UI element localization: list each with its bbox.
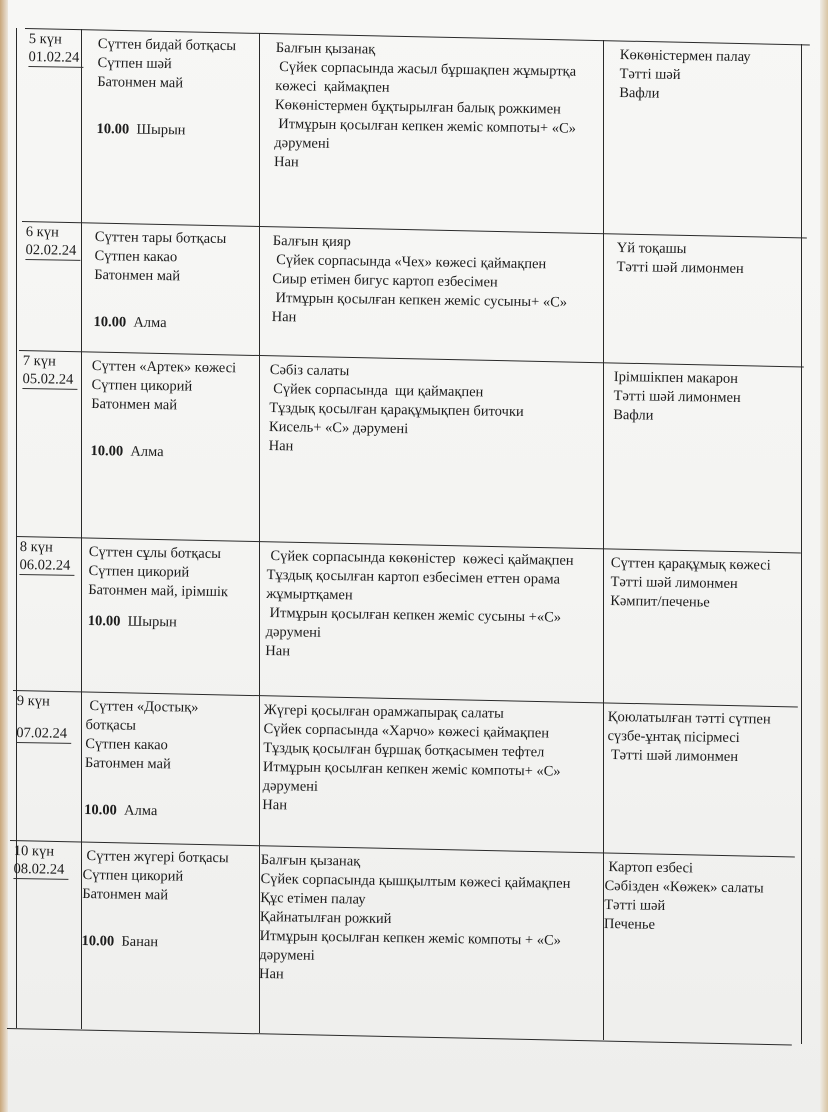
menu-item: Көкөністермен палау (619, 47, 751, 66)
day-number: 6 күн (25, 223, 59, 241)
menu-item: Батонмен май (84, 755, 171, 773)
menu-item: Сүйек сорпасында «Харчо» көжесі қаймақпен (263, 721, 550, 742)
day-cell (14, 842, 69, 880)
menu-item: дәрумені (259, 947, 316, 964)
menu-item: Тәтті шәй лимонмен (610, 574, 738, 593)
day-number: 10 күн (14, 842, 55, 860)
day-cell (23, 352, 78, 390)
day-date: 07.02.24 (16, 724, 71, 744)
menu-item: Вафли (619, 85, 660, 102)
menu-item: Батонмен май (93, 267, 180, 285)
menu-item: Сүттен «Артек» көжесі (91, 358, 237, 377)
breakfast-cell (91, 357, 237, 463)
mid-morning-snack (93, 313, 225, 334)
breakfast-cell (84, 697, 199, 822)
menu-item: Картоп езбесі (605, 859, 694, 877)
menu-item: Тәтті шәй лимонмен (615, 259, 744, 278)
menu-item: Нан (273, 154, 299, 171)
menu-item: жұмыртқамен (265, 586, 353, 604)
table-bottom-border (7, 1028, 792, 1045)
snack-time: 10.00 (84, 802, 118, 819)
snack-time: 10.00 (87, 613, 121, 630)
menu-item: көжесі қаймақпен (275, 78, 390, 96)
spacer (82, 904, 228, 934)
lunch-cell (271, 232, 568, 332)
menu-item: Сүтпен цикорий (91, 377, 193, 395)
afternoon-snack-cell (619, 46, 751, 105)
menu-item: Нан (271, 309, 296, 326)
menu-item: Тәтті шәй лимонмен (613, 388, 742, 407)
day-cell (28, 30, 83, 68)
menu-item: Сиыр етімен бигус картоп езбесімен (271, 271, 498, 291)
spacer (91, 414, 236, 444)
mid-morning-snack (82, 932, 228, 953)
menu-item: Жүгері қосылған орамжапырақ салаты (263, 702, 505, 722)
snack-name: Алма (125, 314, 167, 332)
menu-item: Сүтпен какао (93, 248, 177, 266)
menu-item: Балғын қияр (272, 233, 351, 251)
snack-time: 10.00 (90, 443, 124, 460)
menu-item: Батонмен май (91, 396, 178, 414)
menu-item: Нан (265, 643, 291, 660)
day-number: 9 күн (16, 692, 50, 710)
menu-item: Сүтпен цикорий (82, 867, 184, 885)
mid-morning-snack (91, 442, 236, 463)
menu-item: Сүттен қарақұмық көжесі (610, 555, 771, 574)
day-number: 5 күн (28, 30, 62, 48)
afternoon-snack-cell (616, 239, 744, 279)
menu-item: Көкөністермен бұқтырылған балық рожкимен (274, 97, 561, 118)
day-date: 05.02.24 (23, 370, 78, 390)
day-number: 8 күн (19, 538, 53, 556)
snack-time: 10.00 (92, 314, 126, 331)
menu-item: Сүтпен шәй (97, 55, 172, 73)
afternoon-snack-cell (607, 708, 771, 768)
menu-item: Сүйек сорпасында көкөністер көжесі қаймақпен (266, 548, 574, 569)
menu-item: Тәтті шәй (604, 897, 666, 915)
menu-item: Сүтпен цикорий (88, 563, 190, 581)
menu-item: Батонмен май (97, 74, 184, 92)
menu-item: Құс етімен палау (260, 890, 367, 908)
menu-item: дәрумені (274, 135, 330, 152)
menu-item: Тәтті шәй (619, 66, 681, 84)
spacer (84, 773, 197, 803)
menu-item: Сәбізден «Көжек» салаты (604, 878, 765, 897)
snack-name: Шырын (129, 121, 186, 139)
afternoon-snack-cell (613, 368, 741, 427)
menu-item: Сүттен сұлы ботқасы (88, 544, 221, 563)
menu-item: Ірімшікпен макарон (613, 369, 739, 388)
menu-item: Тұздық қосылған қарақұмықпен биточки (269, 400, 525, 421)
menu-item: Сәбіз салаты (269, 362, 350, 380)
snack-time: 10.00 (81, 933, 115, 950)
menu-item: Сүйек сорпасында щи қаймақпен (269, 381, 484, 401)
spacer (93, 285, 225, 315)
menu-item: Сүйек сорпасында жасыл бұршақпен жұмыртқа (275, 59, 577, 80)
menu-item: Сүттен бидай ботқасы (97, 36, 237, 55)
menu-item: Қайнатылған рожкий (260, 909, 392, 928)
afternoon-snack-cell (604, 858, 764, 936)
snack-time: 10.00 (96, 121, 130, 138)
menu-item: Тұздық қосылған картоп езбесімен еттен орама (266, 567, 560, 588)
menu-item: Итмұрын қосылған кепкен жеміс компоты + «С» (259, 928, 562, 949)
menu-item: Сүттен жүгері ботқасы (83, 848, 230, 867)
lunch-cell (265, 547, 574, 666)
menu-item: ботқасы (85, 717, 137, 735)
menu-item: Вафли (613, 407, 654, 424)
menu-item: Итмұрын қосылған кепкен жеміс компоты+ «С» (262, 759, 561, 780)
snack-name: Шырын (120, 613, 177, 631)
lunch-cell (274, 39, 577, 177)
snack-name: Банан (114, 933, 159, 951)
menu-item: Кәмпит/печенье (609, 593, 710, 611)
menu-item: Итмұрын қосылған кепкен жеміс компоты+ «С» (274, 116, 577, 137)
menu-item: Сүттен «Достық» (85, 698, 199, 717)
menu-item: Батонмен май, ірімшік (87, 582, 229, 601)
menu-item: Нан (268, 438, 294, 455)
afternoon-snack-cell (610, 554, 771, 614)
menu-item: Нан (262, 797, 288, 814)
menu-item: дәрумені (265, 624, 321, 641)
spacer (17, 710, 72, 725)
menu-item: Үй тоқашы (616, 240, 687, 258)
menu-item: Балғын қызанақ (261, 852, 361, 870)
menu-item: Батонмен май (82, 886, 169, 904)
day-cell (19, 538, 74, 576)
mid-morning-snack (84, 801, 197, 822)
menu-item: Итмұрын қосылған кепкен жеміс сусыны +«С» (265, 605, 562, 626)
day-date: 06.02.24 (19, 556, 74, 576)
menu-item: Сүйек сорпасында «Чех» көжесі қаймақпен (271, 252, 546, 273)
column-divider (801, 44, 802, 1044)
menu-item: Кисель+ «С» дәрумені (269, 419, 409, 438)
day-cell (16, 692, 72, 744)
day-date: 08.02.24 (14, 860, 69, 880)
breakfast-cell (96, 35, 236, 141)
day-date: 01.02.24 (28, 48, 83, 68)
lunch-cell (269, 361, 525, 460)
menu-item: Қоюлатылған тәтті сүтпен (607, 709, 771, 728)
breakfast-cell (87, 543, 228, 633)
spacer (97, 92, 236, 122)
menu-item: Сүтпен какао (85, 736, 169, 754)
day-cell (25, 223, 80, 261)
menu-item: Печенье (604, 916, 656, 934)
menu-item: Балғын қызанақ (275, 40, 376, 58)
menu-item: Сүйек сорпасында қышқылтым көжесі қаймақпен (260, 871, 571, 892)
lunch-cell (262, 701, 561, 820)
mid-morning-snack (87, 612, 227, 633)
menu-item: Нан (259, 966, 285, 983)
mid-morning-snack (96, 120, 234, 141)
menu-item: Тәтті шәй лимонмен (607, 747, 739, 766)
menu-item: сүзбе-ұнтақ пісірмесі (607, 728, 740, 747)
menu-item: Тұздық қосылған бұршақ ботқасымен тефтел (263, 740, 545, 761)
menu-item: Сүттен тары ботқасы (94, 229, 226, 248)
menu-item: Итмұрын қосылған кепкен жеміс сусыны+ «С» (271, 290, 567, 311)
lunch-cell (259, 851, 571, 989)
snack-name: Алма (123, 443, 164, 461)
breakfast-cell (82, 847, 229, 953)
snack-name: Алма (116, 802, 158, 820)
menu-item: дәрумені (262, 778, 319, 795)
day-number: 7 күн (22, 352, 57, 370)
breakfast-cell (93, 228, 226, 334)
day-date: 02.02.24 (25, 241, 80, 261)
